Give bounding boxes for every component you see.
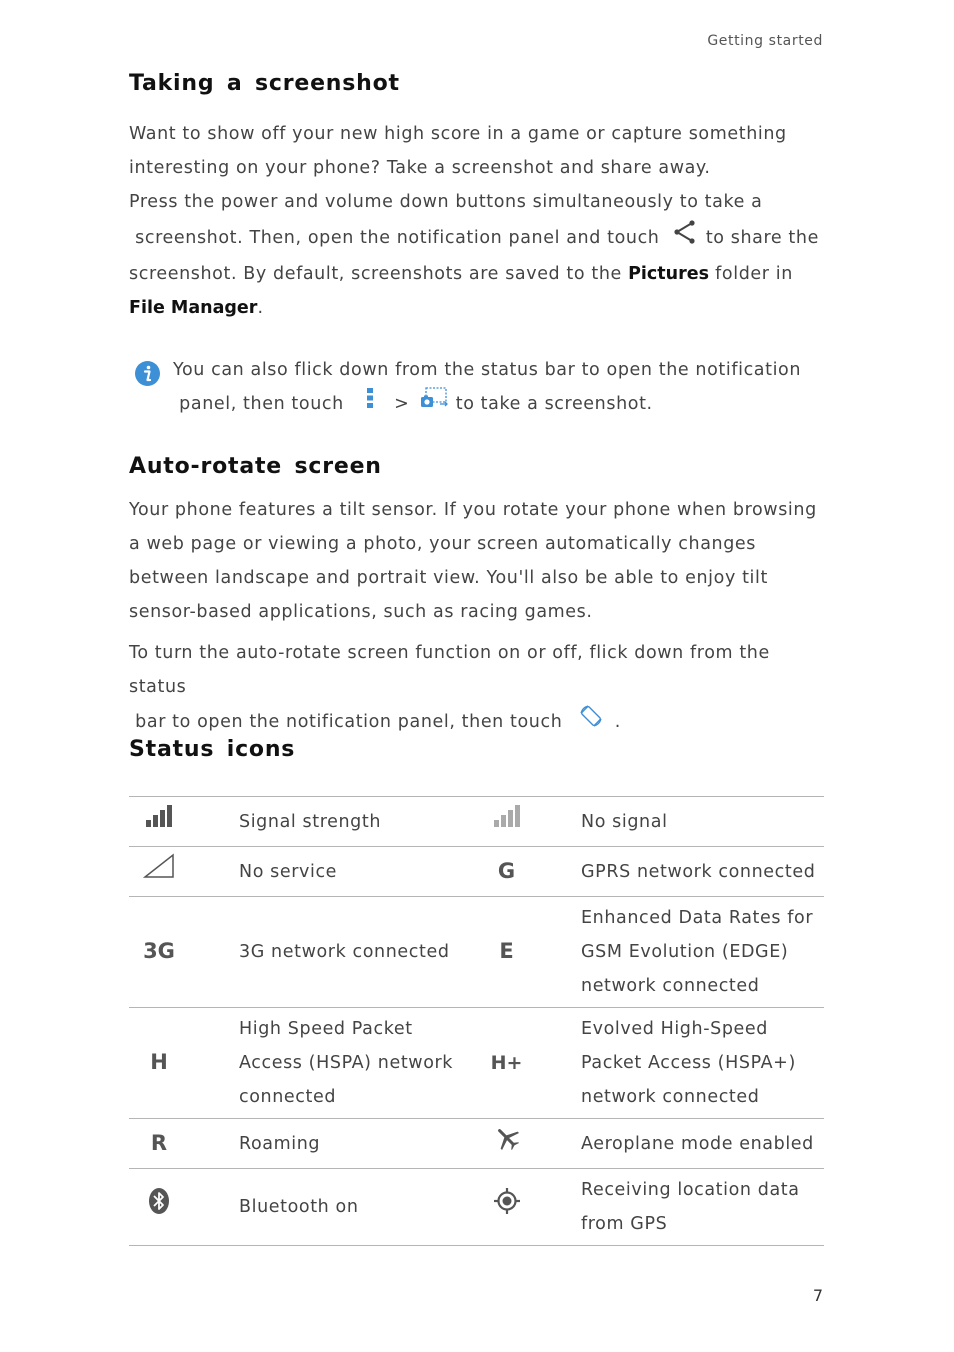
table-cell-icon [129, 1169, 189, 1246]
screenshot-p2-a: screenshot. Then, open the notification panel and touch [135, 228, 660, 248]
table-cell-label: Roaming [189, 1119, 479, 1169]
table-cell-icon [129, 1008, 189, 1119]
table-cell-label: Evolved High-Speed Packet Access (HSPA+) network connected [534, 1008, 824, 1119]
signal-strength-icon [144, 804, 174, 840]
bluetooth-icon [148, 1187, 170, 1227]
table-cell-icon [479, 1119, 534, 1169]
table-cell-icon [129, 847, 189, 897]
table-cell-label: Bluetooth on [189, 1169, 479, 1246]
screenshot-icon [420, 387, 448, 421]
table-cell-label: Signal strength [189, 797, 479, 847]
table-cell-label: High Speed Packet Access (HSPA) network connected [189, 1008, 479, 1119]
table-cell-icon [479, 1169, 534, 1246]
section-title-status-icons: Status icons [129, 737, 296, 762]
roaming-icon: R [150, 1130, 168, 1155]
table-cell-label: GPRS network connected [534, 847, 824, 897]
screenshot-p2-line1: Press the power and volume down buttons simultaneously to take a [129, 192, 763, 212]
table-cell-icon [479, 797, 534, 847]
note-a: panel, then touch [179, 394, 344, 414]
autorotate-p2-line1: To turn the auto-rotate screen function on or off, flick down from the status [129, 643, 770, 697]
screenshot-p2-b: to share the screenshot. By default, screenshots are saved to the [129, 228, 819, 284]
table-row [129, 1008, 824, 1119]
pictures-folder-label: Pictures [628, 264, 709, 284]
file-manager-label: File Manager [129, 298, 258, 318]
no-signal-icon [492, 804, 522, 840]
table-cell-label: 3G network connected [189, 897, 479, 1008]
table-cell-icon [479, 897, 534, 1008]
3g-icon: 3G [143, 939, 175, 963]
gprs-icon: G [497, 858, 516, 883]
page-header: Getting started [707, 33, 823, 49]
no-service-icon [143, 853, 175, 891]
hspa-plus-icon: H+ [490, 1051, 523, 1074]
note-line1: You can also flick down from the status bar to open the notification [173, 360, 802, 380]
edge-icon: E [499, 939, 514, 963]
aeroplane-icon [493, 1124, 521, 1164]
section-title-screenshot: Taking a screenshot [129, 71, 400, 96]
table-cell-label: Aeroplane mode enabled [534, 1119, 824, 1169]
info-icon [134, 360, 161, 391]
autorotate-paragraph-1: Your phone features a tilt sensor. If you rotate your phone when browsing a web page or viewing a photo, your screen automatically changes between landscape and portrait view. You'll also be able to enjoy tilt sensor-based applications, such as racing games. [129, 500, 817, 622]
table-row [129, 897, 824, 1008]
hspa-icon: H [150, 1050, 168, 1074]
table-row [129, 797, 824, 847]
table-cell-label: Receiving location data from GPS [534, 1169, 824, 1246]
table-cell-label: No signal [534, 797, 824, 847]
table-row [129, 847, 824, 897]
screenshot-paragraph-1: Want to show off your new high score in a game or capture something interesting on your phone? Take a screenshot and share away. [129, 124, 787, 178]
screenshot-note [173, 353, 823, 421]
table-cell-label: No service [189, 847, 479, 897]
section-title-autorotate: Auto-rotate screen [129, 454, 382, 479]
table-cell-icon [129, 1119, 189, 1169]
status-icons-table [129, 796, 824, 1246]
share-icon [672, 219, 698, 257]
screenshot-p2-c: folder in [715, 264, 793, 284]
autorotate-paragraph-2 [129, 636, 829, 740]
table-cell-icon [129, 897, 189, 1008]
table-cell-icon [479, 1008, 534, 1119]
page-number: 7 [812, 1286, 823, 1305]
autorotate-p2-end: . [614, 712, 621, 732]
note-b: to take a screenshot. [455, 394, 653, 414]
more-menu-icon [366, 387, 374, 421]
note-gt: > [394, 394, 410, 414]
table-cell-icon [479, 847, 534, 897]
table-cell-icon [129, 797, 189, 847]
table-cell-label: Enhanced Data Rates for GSM Evolution (EDGE) network connected [534, 897, 824, 1008]
table-row [129, 1119, 824, 1169]
screenshot-paragraph-2 [129, 185, 829, 325]
auto-rotate-icon [579, 704, 603, 740]
screenshot-p2-end: . [257, 298, 264, 318]
autorotate-p2-a: bar to open the notification panel, then touch [135, 712, 563, 732]
gps-icon [493, 1187, 521, 1227]
table-row [129, 1169, 824, 1246]
